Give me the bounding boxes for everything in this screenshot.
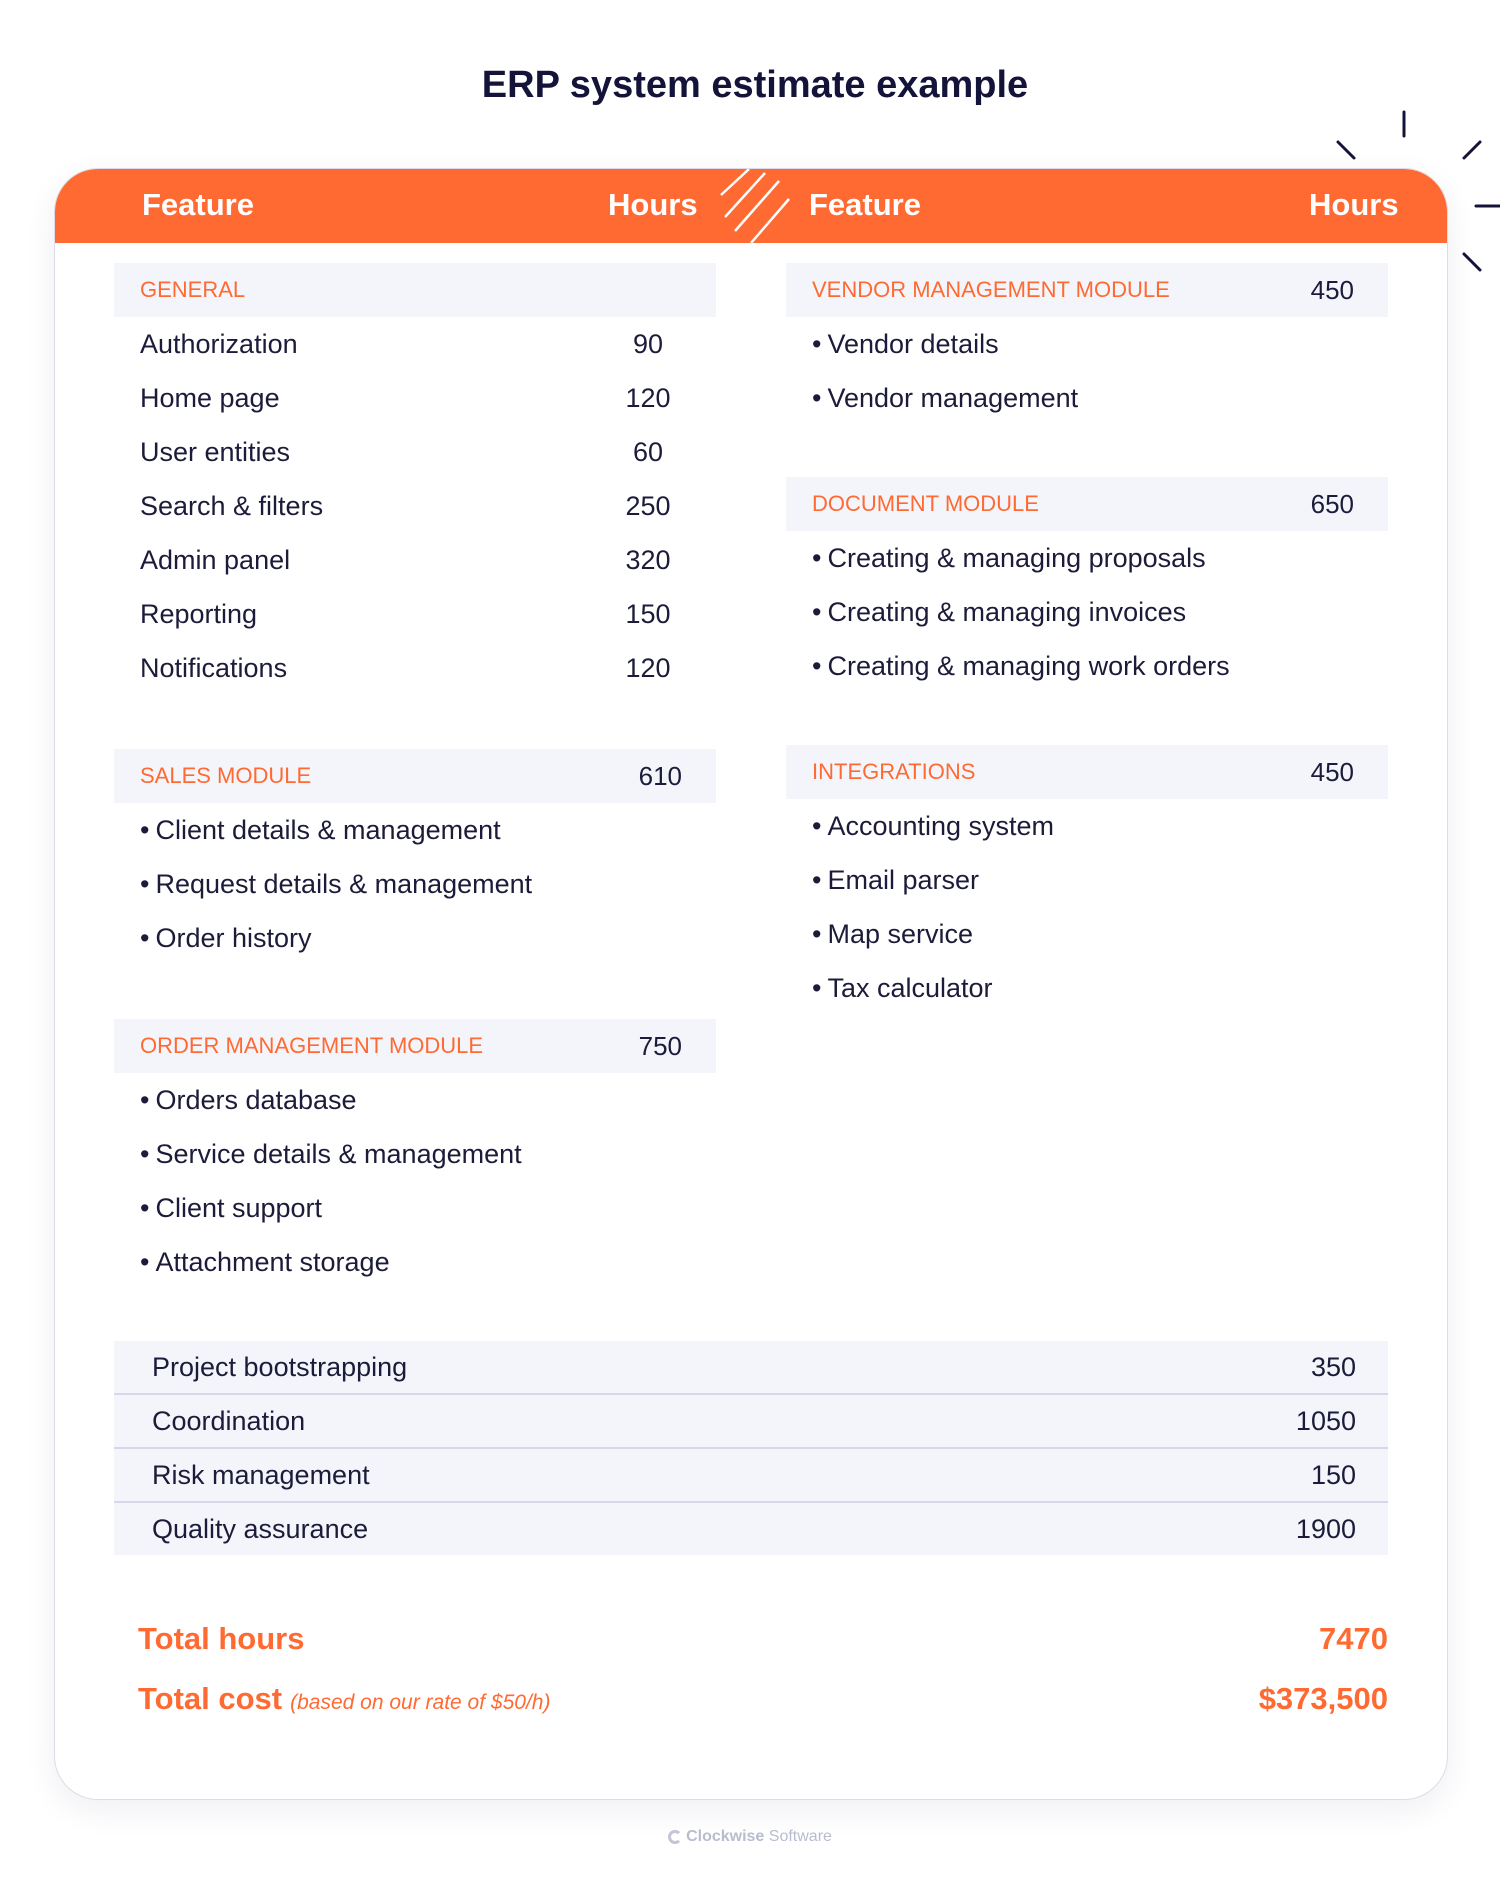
section-header (114, 1019, 716, 1073)
feature-hours: 150 (625, 598, 671, 629)
divider-hatch (715, 169, 795, 243)
overhead-hours: 1900 (1295, 1513, 1356, 1544)
feature-row (114, 533, 716, 587)
total-hours-value: 7470 (1319, 1621, 1388, 1656)
list-item: • Service details & management (114, 1127, 716, 1181)
total-cost-label-group (138, 1681, 550, 1717)
overhead-row (114, 1395, 1388, 1449)
brand-name-bold: Clockwise (686, 1828, 765, 1845)
feature-label: Admin panel (140, 544, 291, 575)
overhead-row (114, 1341, 1388, 1395)
feature-row (114, 479, 716, 533)
overhead-hours: 350 (1310, 1351, 1356, 1382)
overhead-label: Project bootstrapping (152, 1351, 408, 1382)
header-hours-right: Hours (1309, 187, 1399, 222)
overhead-label: Coordination (152, 1405, 306, 1436)
overhead-label: Quality assurance (152, 1513, 369, 1544)
list-item: • Creating & managing invoices (786, 585, 1388, 639)
feature-hours: 120 (625, 382, 671, 413)
feature-label: Notifications (140, 652, 288, 683)
brand-name-light: Software (768, 1828, 832, 1845)
feature-row (114, 317, 716, 371)
section-header (114, 263, 716, 317)
section-header (786, 263, 1388, 317)
overhead-hours: 1050 (1295, 1405, 1356, 1436)
section-header (786, 745, 1388, 799)
section-hours: 450 (1310, 274, 1354, 305)
section-integrations (786, 745, 1388, 1015)
feature-hours: 320 (625, 544, 671, 575)
section-header (114, 749, 716, 803)
page-title: ERP system estimate example (481, 64, 1029, 106)
section-document (786, 477, 1388, 693)
header-feature-left: Feature (142, 187, 254, 222)
right-column (786, 263, 1388, 1015)
total-hours-row (138, 1621, 1388, 1657)
list-item: • Request details & management (114, 857, 716, 911)
overhead-table (114, 1341, 1388, 1555)
list-item: • Client details & management (114, 803, 716, 857)
section-title: INTEGRATIONS (812, 759, 976, 784)
feature-label: User entities (140, 436, 291, 467)
feature-label: Home page (140, 382, 280, 413)
section-header (786, 477, 1388, 531)
total-hours-label: Total hours (138, 1621, 305, 1656)
list-item: • Orders database (114, 1073, 716, 1127)
section-title: GENERAL (140, 277, 246, 302)
estimate-card (54, 168, 1448, 1800)
left-column (114, 263, 716, 1289)
list-item: • Client support (114, 1181, 716, 1235)
list-item: • Map service (786, 907, 1388, 961)
header-feature-right: Feature (809, 187, 921, 222)
feature-label: Authorization (140, 328, 298, 359)
section-hours: 650 (1310, 488, 1354, 519)
feature-row (114, 371, 716, 425)
header-hours-left: Hours (608, 187, 698, 222)
section-sales (114, 749, 716, 965)
feature-label: Search & filters (140, 490, 324, 521)
section-vendor-management (786, 263, 1388, 425)
total-cost-row (138, 1681, 1388, 1717)
list-item: • Creating & managing proposals (786, 531, 1388, 585)
section-title: VENDOR MANAGEMENT MODULE (812, 277, 1170, 302)
section-order-management (114, 1019, 716, 1289)
overhead-label: Risk management (152, 1459, 370, 1490)
feature-hours: 90 (632, 328, 664, 359)
section-title: DOCUMENT MODULE (812, 491, 1039, 516)
clockwise-logo-icon (668, 1830, 682, 1844)
section-hours: 750 (638, 1030, 682, 1061)
overhead-row (114, 1449, 1388, 1503)
total-cost-note: (based on our rate of $50/h) (290, 1691, 551, 1714)
feature-row (114, 641, 716, 695)
total-cost-value: $373,500 (1258, 1681, 1388, 1716)
feature-label: Reporting (140, 598, 258, 629)
feature-hours: 60 (632, 436, 664, 467)
section-title: ORDER MANAGEMENT MODULE (140, 1033, 484, 1058)
table-header (55, 169, 1447, 243)
overhead-row (114, 1503, 1388, 1555)
list-item: • Tax calculator (786, 961, 1388, 1015)
list-item: • Email parser (786, 853, 1388, 907)
section-hours: 450 (1310, 756, 1354, 787)
section-title: SALES MODULE (140, 763, 312, 788)
section-general (114, 263, 716, 695)
feature-row (114, 587, 716, 641)
list-item: • Accounting system (786, 799, 1388, 853)
total-cost-label: Total cost (138, 1681, 283, 1716)
feature-hours: 120 (625, 652, 671, 683)
feature-row (114, 425, 716, 479)
brand-logo (0, 1828, 1500, 1846)
list-item: • Vendor management (786, 371, 1388, 425)
feature-hours: 250 (625, 490, 671, 521)
list-item: • Attachment storage (114, 1235, 716, 1289)
list-item: • Order history (114, 911, 716, 965)
list-item: • Creating & managing work orders (786, 639, 1388, 693)
overhead-hours: 150 (1310, 1459, 1356, 1490)
feature-grid (114, 263, 1388, 1277)
section-hours: 610 (638, 760, 682, 791)
list-item: • Vendor details (786, 317, 1388, 371)
